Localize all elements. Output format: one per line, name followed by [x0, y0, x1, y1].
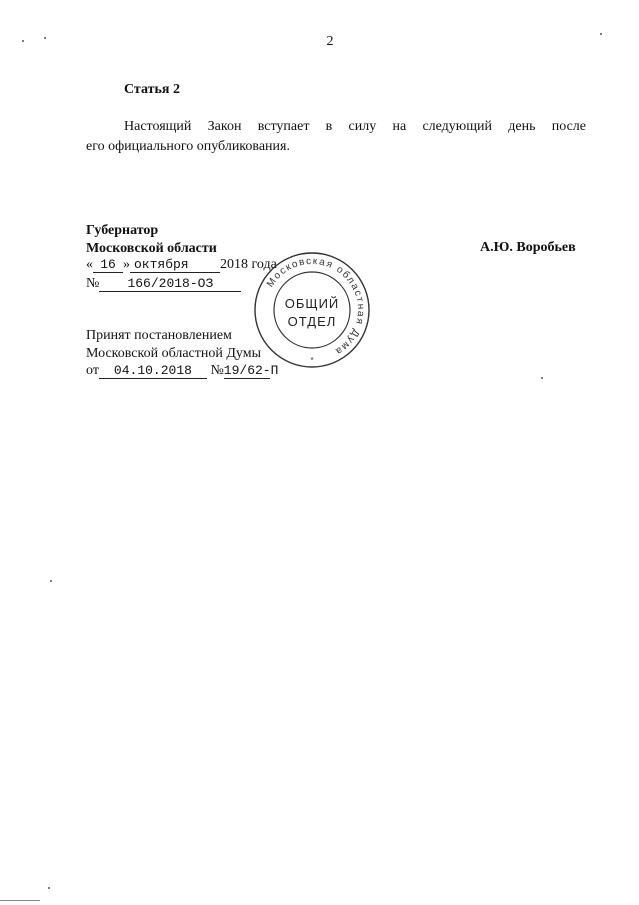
- signatory-title: [86, 222, 217, 258]
- scan-speck: [541, 377, 543, 379]
- scan-speck: [48, 887, 50, 889]
- paragraph-line-1: Настоящий Закон вступает в силу на следующий день после: [124, 119, 586, 134]
- adoption-ref-line: [86, 363, 279, 379]
- date-open-quote: «: [86, 257, 93, 272]
- stamp-center-line-2: ОТДЕЛ: [287, 314, 337, 329]
- stamp-star-icon: *: [310, 356, 314, 365]
- adoption-number: 19/62-П: [223, 363, 279, 378]
- date-year: 2018 года: [220, 257, 277, 272]
- paragraph-line-2: его официального опубликования.: [86, 139, 290, 154]
- adoption-line-1: Принят постановлением: [86, 328, 232, 343]
- signatory-name: А.Ю. Воробьев: [480, 240, 576, 255]
- scan-edge-line: [0, 900, 40, 901]
- signatory-title-line-2: Московской области: [86, 241, 217, 256]
- scan-speck: [600, 33, 602, 35]
- law-number: 166/2018-ОЗ: [99, 277, 241, 292]
- page-number: 2: [326, 34, 334, 49]
- adoption-from-label: от: [86, 363, 99, 378]
- law-number-label: №: [86, 276, 100, 291]
- stamp-center-line-1: ОБЩИЙ: [284, 296, 340, 311]
- date-month: октября: [130, 258, 220, 273]
- scan-speck: [22, 40, 24, 42]
- adoption-block: [86, 327, 261, 363]
- scan-speck: [50, 580, 52, 582]
- adoption-date: 04.10.2018: [99, 364, 207, 379]
- date-close-quote: »: [123, 257, 130, 272]
- scan-speck: [44, 37, 46, 39]
- signatory-title-line-1: Губернатор: [86, 223, 159, 238]
- stamp-ring-text: Московская областная Дума: [264, 255, 367, 358]
- office-stamp: [252, 250, 372, 370]
- law-date-line: [86, 257, 277, 273]
- adoption-line-2: Московской областной Думы: [86, 346, 261, 361]
- date-day: 16: [93, 258, 123, 273]
- article-paragraph: [86, 117, 586, 157]
- article-heading: Статья 2: [124, 82, 180, 97]
- adoption-number-label: №: [210, 363, 224, 378]
- law-number-line: [86, 276, 241, 292]
